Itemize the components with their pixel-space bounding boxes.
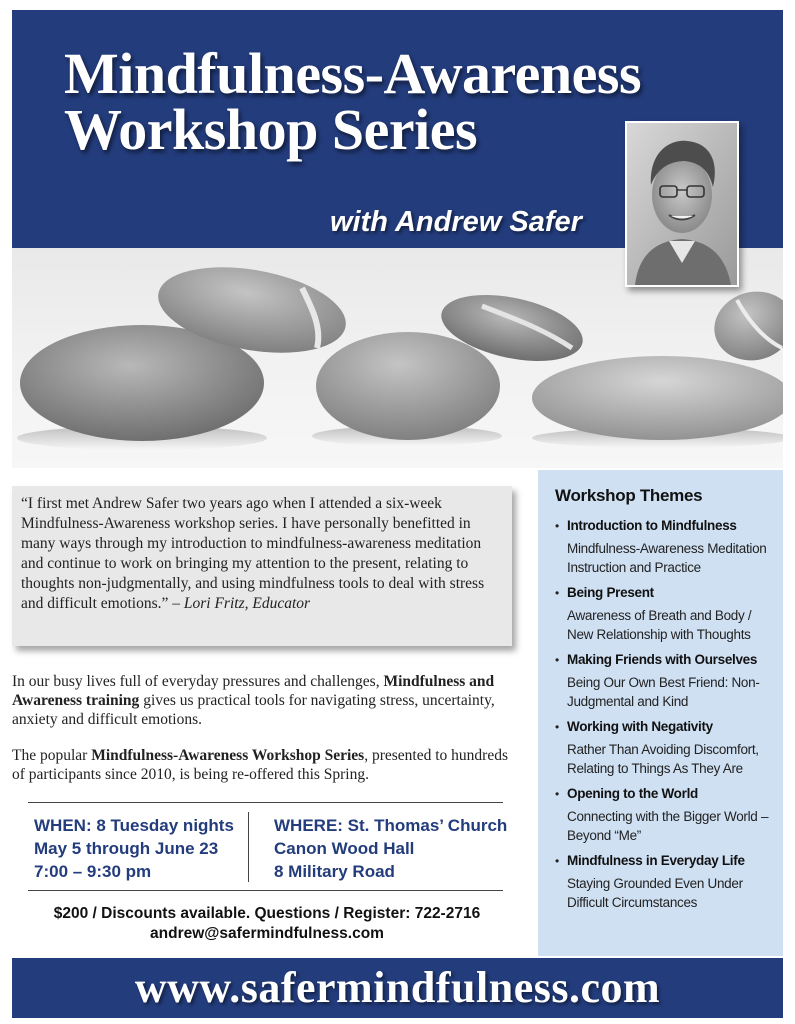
contact-email[interactable]: andrew@safermindfulness.com [150,925,384,942]
intro-p1-text-b: gives us practical tools for navigating stress, uncertainty, anxiety and difficult emotions. [12,692,495,728]
theme-description: Rather Than Avoiding Discomfort, Relating to Things As They Are [567,742,759,776]
theme-item [555,517,775,577]
themes-heading: Workshop Themes [555,486,703,505]
title-line-1: Mindfulness-Awareness [64,41,642,106]
where-block [274,814,507,883]
where-line-2: Canon Wood Hall [274,839,415,858]
intro-p1-text-a: In our busy lives full of everyday pressures and challenges, [12,673,384,690]
where-line-3: 8 Military Road [274,862,395,881]
testimonial-box [12,486,512,646]
intro-paragraph-2 [12,746,522,784]
pricing-block [12,904,522,944]
theme-title: Being Present [567,585,654,600]
theme-item [555,651,775,711]
theme-item [555,718,775,778]
themes-list [555,517,775,912]
when-block [34,814,234,883]
portrait-image [627,123,737,285]
presenter-subtitle: with Andrew Safer [330,206,582,238]
workshop-themes-sidebar [538,470,783,956]
theme-description: Staying Grounded Even Under Difficult Circumstances [567,876,743,910]
bottom-divider [28,890,503,891]
theme-title: Working with Negativity [567,719,713,734]
testimonial-text: “I first met Andrew Safer two years ago when I attended a six-week Mindfulness-Awareness workshop series. I have personally benefitted in many ways through my introduction to mindfulness-awareness meditation and continue to work on bringing my attention to the present, relating to thoughts non-judgmentally, and using mindfulness tools to deal with stress and difficult emotions.” [21,495,485,612]
website-url[interactable]: www.safermindfulness.com [134,963,661,1012]
bullet-icon: • [555,787,560,801]
where-line-1: WHERE: St. Thomas’ Church [274,816,508,835]
theme-title: Opening to the World [567,786,698,801]
top-divider [28,802,503,803]
intro-p2-text-a: The popular [12,747,92,764]
theme-item [555,852,775,912]
bullet-icon: • [555,653,560,667]
footer-banner [12,958,783,1018]
theme-description: Being Our Own Best Friend: Non-Judgmental and Kind [567,675,760,709]
bullet-icon: • [555,519,560,533]
bullet-icon: • [555,720,560,734]
pricing-line: $200 / Discounts available. Questions / Register: 722-2716 [53,905,481,922]
intro-p1-bold: Mindfulness and Awareness training [12,673,495,709]
bullet-icon: • [555,854,560,868]
vertical-divider [248,812,249,882]
when-line-3: 7:00 – 9:30 pm [34,862,152,881]
theme-title: Mindfulness in Everyday Life [567,853,745,868]
theme-item [555,584,775,644]
theme-description: Connecting with the Bigger World – Beyond “Me” [567,809,769,843]
bullet-icon: • [555,586,560,600]
page-title [64,41,642,162]
title-line-2: Workshop Series [64,97,478,162]
testimonial-author: – Lori Fritz, Educator [172,595,311,612]
theme-title: Introduction to Mindfulness [567,518,737,533]
presenter-portrait [625,121,739,287]
when-line-2: May 5 through June 23 [34,839,219,858]
theme-description: Mindfulness-Awareness Meditation Instruction and Practice [567,541,767,575]
when-line-1: WHEN: 8 Tuesday nights [34,816,234,835]
intro-paragraph-1 [12,672,522,729]
theme-title: Making Friends with Ourselves [567,652,758,667]
intro-p2-text-b: , presented to hundreds of participants since 2010, is being re-offered this Spring. [12,747,508,783]
theme-description: Awareness of Breath and Body / New Relationship with Thoughts [567,608,752,642]
intro-p2-bold: Mindfulness-Awareness Workshop Series [91,747,365,764]
theme-item [555,785,775,845]
